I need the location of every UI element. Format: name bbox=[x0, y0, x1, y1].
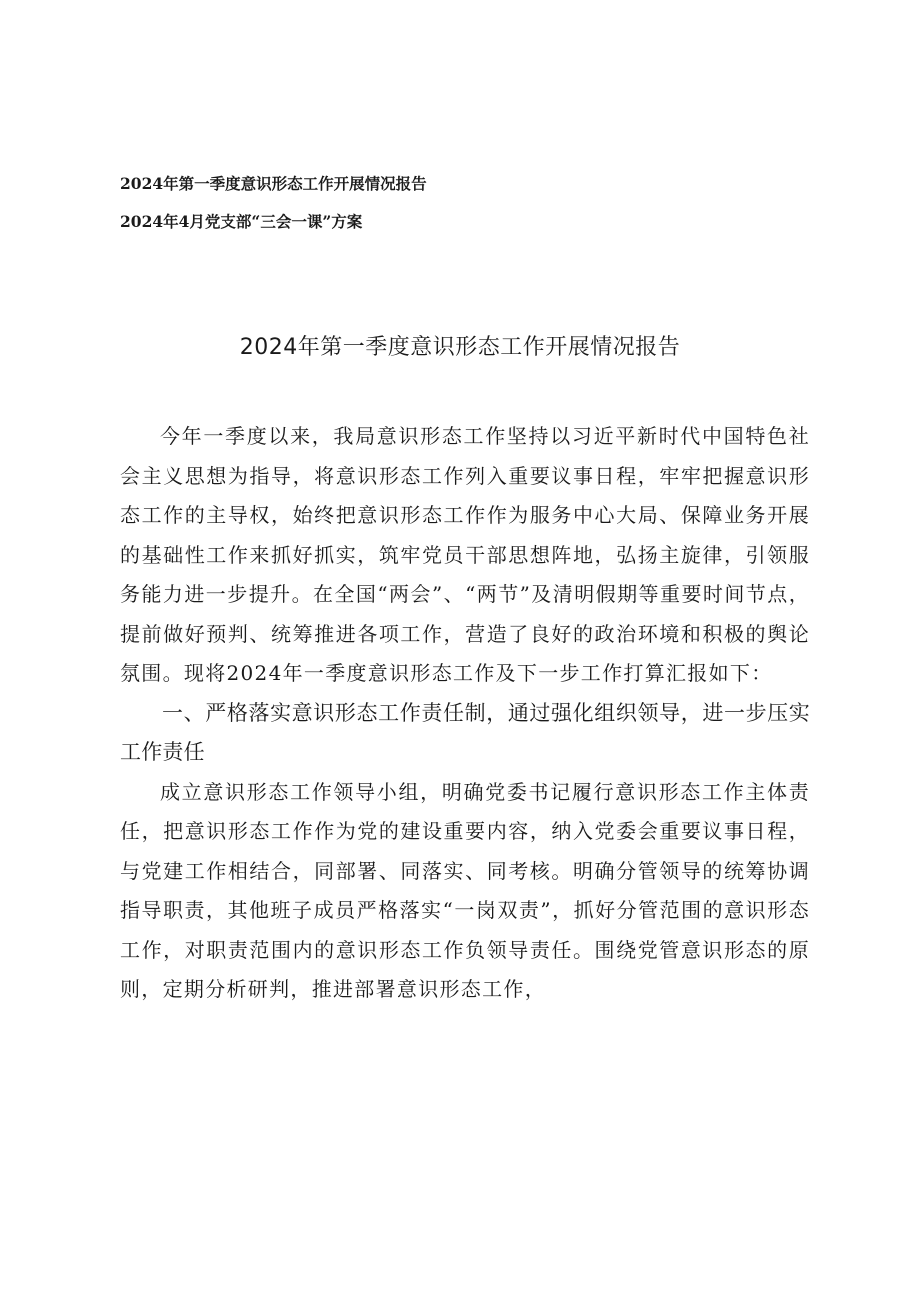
document-body bbox=[120, 417, 810, 1010]
toc-item-plan[interactable]: 2024年4月党支部“三会一课”方案 bbox=[120, 212, 363, 231]
table-of-contents bbox=[120, 173, 820, 233]
document-title: 2024年第一季度意识形态工作开展情况报告 bbox=[239, 335, 681, 360]
section-1-paragraph: 成立意识形态工作领导小组，明确党委书记履行意识形态工作主体责任，把意识形态工作作为党的建设重要内容，纳入党委会重要议事日程，与党建工作相结合，同部署、同落实、同考核。明确分管领导的统筹协调指导职责，其他班子成员严格落实“一岗双责”，抓好分管范围的意识形态工作，对职责范围内的意识形态工作负领导责任。围绕党管意识形态的原则，定期分析研判，推进部署意识形态工作， bbox=[120, 779, 810, 1001]
intro-paragraph: 今年一季度以来，我局意识形态工作坚持以习近平新时代中国特色社会主义思想为指导，将意识形态工作列入重要议事日程，牢牢把握意识形态工作的主导权，始终把意识形态工作作为服务中心大局、保障业务开展的基础性工作来抓好抓实，筑牢党员干部思想阵地，弘扬主旋律，引领服务能力进一步提升。在全国“两会”、“两节”及清明假期等重要时间节点，提前做好预判、统筹推进各项工作，营造了良好的政治环境和积极的舆论氛围。现将2024年一季度意识形态工作及下一步工作打算汇报如下： bbox=[120, 424, 810, 685]
section-1-heading: 一、严格落实意识形态工作责任制，通过强化组织领导，进一步压实工作责任 bbox=[120, 700, 810, 764]
toc-item-report[interactable]: 2024年第一季度意识形态工作开展情况报告 bbox=[120, 174, 427, 193]
